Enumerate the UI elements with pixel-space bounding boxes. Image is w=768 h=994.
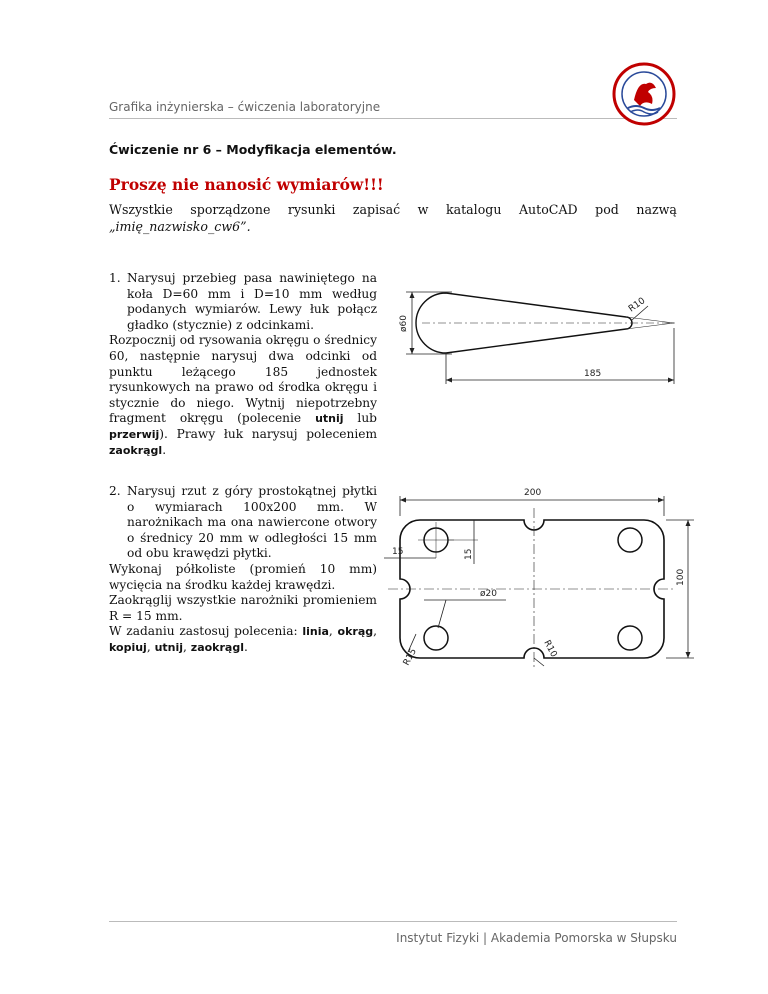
command-zaokragl: zaokrągl: [190, 640, 244, 654]
task-1-mid: ). Prawy łuk narysuj poleceniem: [159, 426, 377, 441]
task-1-or: lub: [343, 411, 377, 426]
dim-height: 100: [676, 568, 686, 586]
task-2-end: .: [244, 639, 248, 654]
command-przerwij: przerwij: [109, 427, 160, 441]
task-1-end: .: [162, 442, 167, 457]
task-1-para-text: Rozpocznij od rysowania okręgu o średnicy 60, następnie narysuj dwa odcinki od punktu leżącego 185 jednostek rysunkowych na prawo od środka okręgu i stycznie do niego. Wytnij niepotrzebny fragment okręgu (polecenie: [109, 333, 377, 426]
intro-word: pod: [595, 202, 619, 217]
separator: ,: [183, 639, 191, 654]
task-2-para-2: Zaokrąglij wszystkie narożniki promieniem R = 15 mm.: [109, 593, 377, 623]
task-1-paragraph: [109, 333, 377, 458]
command-kopiuj: kopiuj: [109, 640, 147, 654]
dim-offset-x: 15: [392, 547, 404, 557]
intro-word: zapisać: [352, 202, 401, 217]
command-okrag: okrąg: [337, 625, 374, 639]
command-utnij: utnij: [315, 412, 344, 426]
belt-drawing: [386, 268, 678, 398]
warning-heading: Proszę nie nanosić wymiarów!!!: [109, 175, 384, 194]
plate-drawing: [384, 482, 696, 668]
task-2: [109, 484, 377, 656]
intro-word: sporządzone: [190, 202, 271, 217]
header-rule: [109, 118, 677, 119]
task-number: 1.: [109, 271, 121, 285]
dim-corner-radius: R15: [401, 647, 419, 668]
task-2-para-3-prefix: W zadaniu zastosuj polecenia:: [109, 624, 303, 639]
intro-line: [109, 201, 677, 218]
intro-paragraph: [109, 201, 677, 235]
separator: ,: [146, 639, 155, 654]
intro-word: AutoCAD: [518, 202, 578, 217]
dim-hole: ø20: [480, 589, 497, 599]
separator: ,: [373, 624, 378, 639]
dim-length: 185: [584, 369, 602, 379]
dim-notch-radius: R10: [541, 638, 559, 660]
task-number: 2.: [109, 484, 121, 498]
intro-word: rysunki: [287, 202, 336, 217]
dim-diameter: ø60: [399, 315, 409, 332]
task-1-list-text: Narysuj przebieg pasa nawiniętego na koła D=60 mm i D=10 mm według podanych wymiarów. Lewy łuk połącz gładko (stycznie) z odcinkami.: [127, 271, 377, 332]
footer-rule: [109, 921, 677, 922]
university-logo: [612, 62, 676, 126]
intro-word: nazwą: [636, 202, 677, 217]
dim-offset-y: 15: [464, 548, 474, 560]
task-2-para-1: Wykonaj półkoliste (promień 10 mm) wycięcia na środku każdej krawędzi.: [109, 561, 377, 592]
command-zaokragl: zaokrągl: [109, 443, 163, 457]
task-2-list-text: Narysuj rzut z góry prostokątnej płytki o wymiarach 100x200 mm. W narożnikach ma ona nawiercone otwory o średnicy 20 mm w odległości 15 mm od obu krawędzi płytki.: [127, 484, 377, 561]
exercise-title: Ćwiczenie nr 6 – Modyfikacja elementów.: [109, 142, 397, 157]
command-linia: linia: [302, 625, 329, 639]
dim-radius: R10: [626, 296, 648, 315]
intro-word: katalogu: [445, 202, 502, 217]
command-utnij: utnij: [154, 640, 184, 654]
intro-word: w: [417, 202, 429, 217]
intro-word: Wszystkie: [109, 202, 173, 217]
task-2-para-3: [109, 624, 377, 655]
file-name: „imię_nazwisko_cw6”.: [109, 219, 251, 234]
separator: ,: [328, 624, 338, 639]
task-1: [109, 271, 377, 458]
header-title: Grafika inżynierska – ćwiczenia laboratoryjne: [109, 100, 381, 114]
dim-width: 200: [524, 488, 542, 498]
footer-text: Instytut Fizyki | Akademia Pomorska w Słupsku: [396, 931, 677, 945]
